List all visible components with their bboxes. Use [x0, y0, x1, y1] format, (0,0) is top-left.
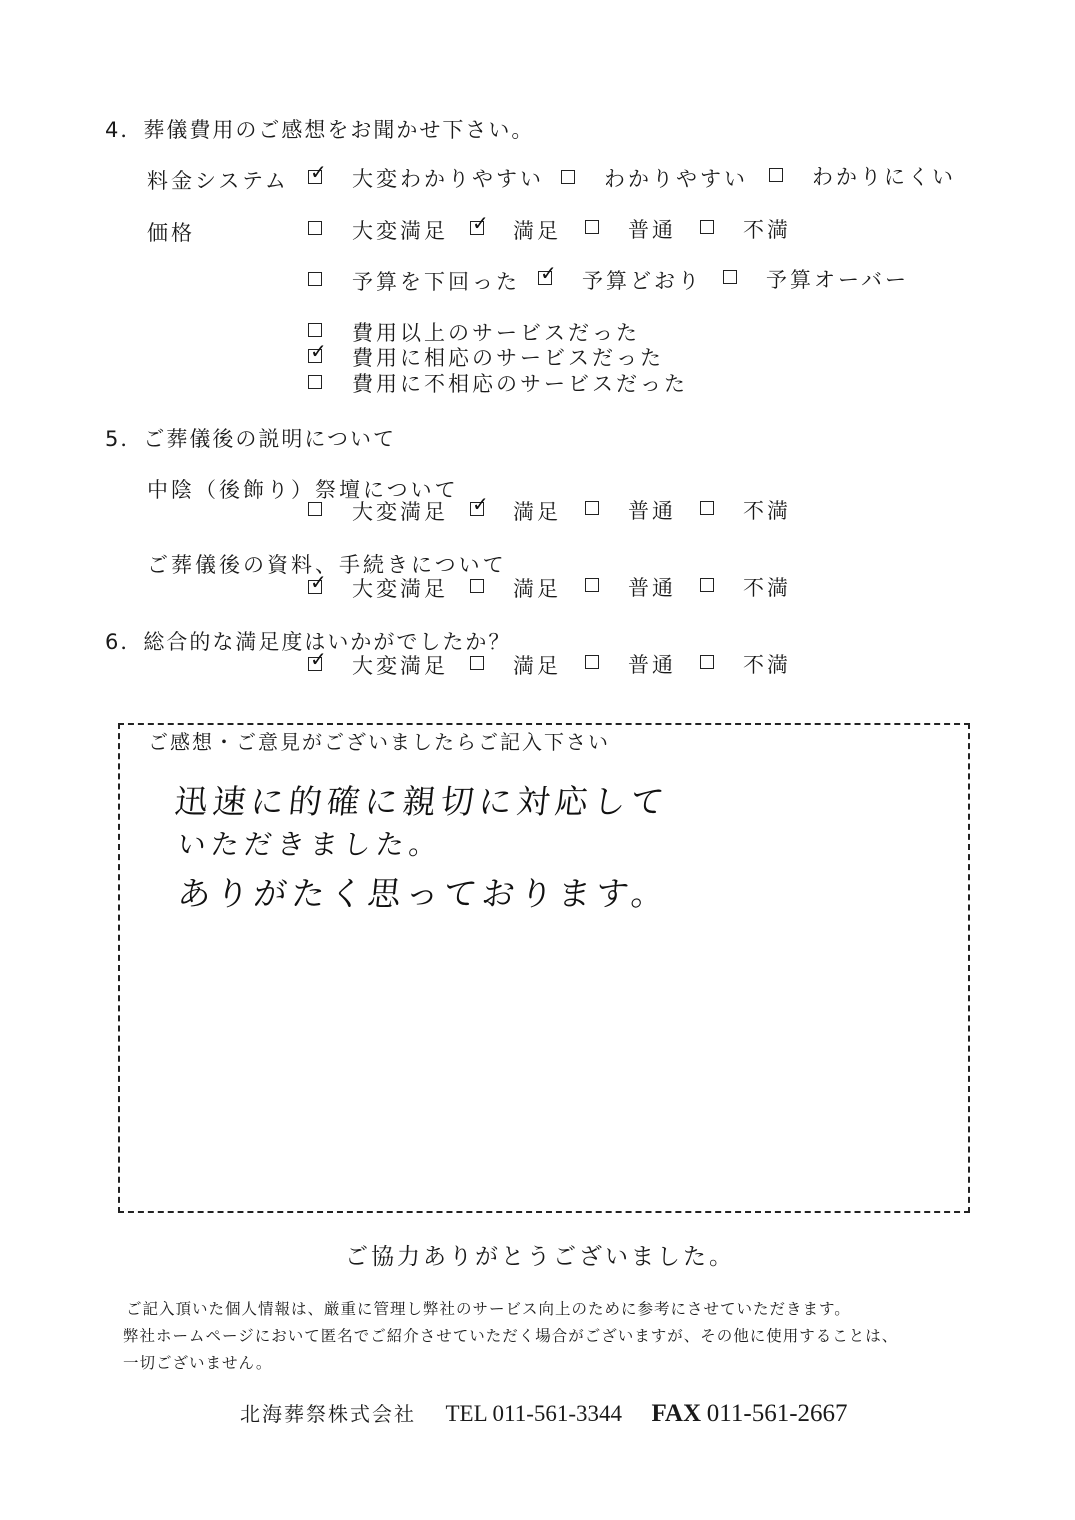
- docs-label: ご葬儀後の資料、手続きについて: [147, 553, 507, 577]
- overall-checkbox-2[interactable]: [470, 656, 484, 670]
- docs-option-3: 普通: [628, 576, 676, 600]
- service-option-1: 費用以上のサービスだった: [352, 321, 640, 345]
- overall-option-2: 満足: [513, 654, 561, 678]
- q4-title: 4．葬儀費用のご感想をお聞かせ下さい。: [105, 118, 535, 142]
- docs-option-1: 大変満足: [352, 577, 448, 601]
- comment-line-3: ありがたく思っております。: [175, 874, 672, 913]
- altar-checkbox-2[interactable]: [470, 492, 489, 516]
- privacy-note-line-1: ご記入頂いた個人情報は、厳重に管理し弊社のサービス向上のために参考にさせていただきます。: [126, 1300, 851, 1318]
- altar-checkbox-4[interactable]: [700, 501, 714, 515]
- price-checkbox-1[interactable]: [308, 221, 322, 235]
- check-mark-icon: ✓: [310, 647, 327, 671]
- check-mark-icon: ✓: [540, 261, 557, 285]
- check-mark-icon: ✓: [472, 492, 489, 516]
- docs-option-4: 不満: [743, 576, 791, 600]
- budget-option-2: 予算どおり: [582, 269, 702, 293]
- overall-checkbox-3[interactable]: [585, 655, 599, 669]
- docs-checkbox-3[interactable]: [585, 578, 599, 592]
- budget-checkbox-3[interactable]: [723, 270, 737, 284]
- fee-system-option-3: わかりにくい: [812, 165, 956, 189]
- tel-number: TEL 011-561-3344: [445, 1401, 623, 1426]
- comment-heading: ご感想・ご意見がございましたらご記入下さい: [148, 730, 610, 754]
- price-option-1: 大変満足: [352, 219, 448, 243]
- altar-option-4: 不満: [743, 499, 791, 523]
- service-checkbox-2[interactable]: [308, 339, 327, 363]
- fee-system-checkbox-3[interactable]: [769, 168, 783, 182]
- docs-checkbox-2[interactable]: [470, 579, 484, 593]
- price-checkbox-2[interactable]: [470, 211, 489, 235]
- docs-checkbox-1[interactable]: [308, 570, 327, 594]
- altar-option-1: 大変満足: [352, 500, 448, 524]
- price-checkbox-4[interactable]: [700, 220, 714, 234]
- privacy-note-line-3: 一切ございません。: [123, 1354, 273, 1372]
- docs-option-2: 満足: [513, 577, 561, 601]
- thanks-message: ご協力ありがとうございました。: [345, 1244, 735, 1270]
- q5-title: 5．ご葬儀後の説明について: [105, 427, 396, 451]
- budget-option-3: 予算オーバー: [766, 268, 909, 292]
- budget-checkbox-1[interactable]: [308, 272, 322, 286]
- fee-system-option-2: わかりやすい: [604, 167, 748, 191]
- company-name: 北海葬祭株式会社: [240, 1402, 416, 1426]
- overall-option-1: 大変満足: [352, 654, 448, 678]
- privacy-note-line-2: 弊社ホームページにおいて匿名でご紹介させていただく場合がございますが、その他に使用することは、: [123, 1327, 899, 1345]
- fax-label: FAX: [651, 1400, 702, 1427]
- service-option-3: 費用に不相応のサービスだった: [352, 372, 688, 396]
- overall-checkbox-1[interactable]: [308, 647, 327, 671]
- footer-contact: [240, 1398, 848, 1428]
- check-mark-icon: ✓: [310, 570, 327, 594]
- overall-option-4: 不満: [743, 653, 791, 677]
- price-option-3: 普通: [628, 218, 676, 242]
- price-option-4: 不満: [743, 218, 791, 242]
- service-checkbox-3[interactable]: [308, 375, 322, 389]
- overall-checkbox-4[interactable]: [700, 655, 714, 669]
- altar-option-2: 満足: [513, 500, 561, 524]
- q6-title: 6．総合的な満足度はいかがでしたか？: [105, 630, 512, 654]
- overall-option-3: 普通: [628, 653, 676, 677]
- docs-checkbox-4[interactable]: [700, 578, 714, 592]
- price-option-2: 満足: [513, 219, 561, 243]
- service-checkbox-1[interactable]: [308, 323, 322, 337]
- price-label: 価格: [147, 221, 195, 245]
- altar-option-3: 普通: [628, 499, 676, 523]
- altar-checkbox-1[interactable]: [308, 502, 322, 516]
- check-mark-icon: ✓: [310, 339, 327, 363]
- fax-number: 011-561-2667: [706, 1400, 848, 1427]
- check-mark-icon: ✓: [472, 211, 489, 235]
- comment-line-2: いただきました。: [176, 828, 444, 861]
- altar-checkbox-3[interactable]: [585, 501, 599, 515]
- fee-system-label: 料金システム: [147, 169, 289, 193]
- altar-label: 中陰（後飾り）祭壇について: [147, 478, 459, 502]
- fee-system-option-1: 大変わかりやすい: [352, 167, 544, 191]
- service-option-2: 費用に相応のサービスだった: [352, 346, 664, 370]
- fee-system-checkbox-1[interactable]: [308, 160, 327, 184]
- price-checkbox-3[interactable]: [585, 220, 599, 234]
- budget-checkbox-2[interactable]: [538, 261, 557, 285]
- fee-system-checkbox-2[interactable]: [561, 170, 575, 184]
- comment-line-1: 迅速に的確に親切に対応して: [172, 782, 671, 821]
- check-mark-icon: ✓: [310, 160, 327, 184]
- budget-option-1: 予算を下回った: [352, 270, 520, 294]
